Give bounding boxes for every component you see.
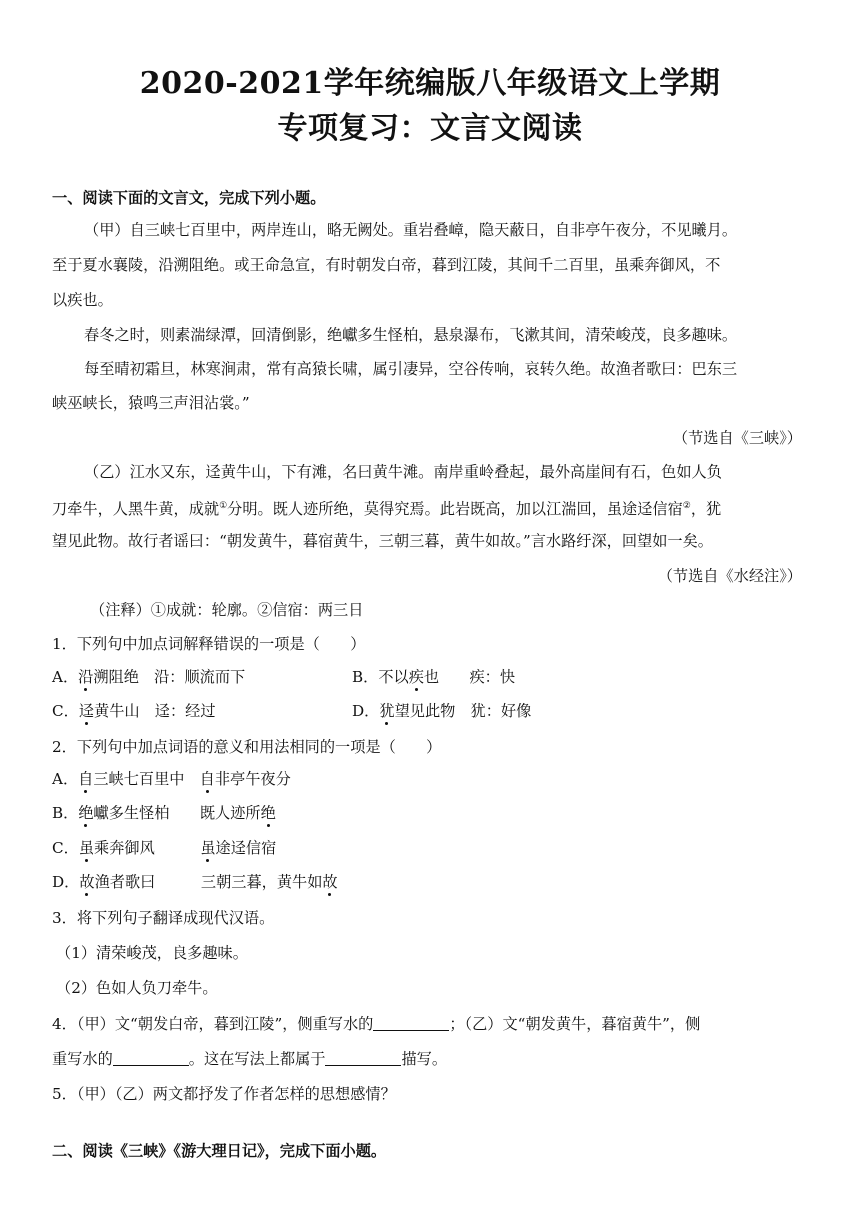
page-subtitle: 专项复习：文言文阅读 bbox=[277, 111, 583, 146]
dotted-char: 绝 bbox=[260, 804, 276, 822]
q2-option-c bbox=[52, 838, 276, 858]
dotted-char: 虽 bbox=[200, 839, 216, 857]
answer-blank[interactable] bbox=[373, 1016, 449, 1031]
footnote-mark: ① bbox=[219, 501, 228, 511]
option-text: 也 疾：快 bbox=[423, 668, 516, 686]
question-4-line bbox=[52, 1049, 447, 1069]
dotted-char: 故 bbox=[79, 873, 95, 891]
jia-source: （节选自《三峡》） bbox=[672, 429, 802, 447]
answer-blank[interactable] bbox=[325, 1051, 401, 1066]
footnote-mark: ② bbox=[682, 501, 691, 511]
option-text: 黄牛山 迳：经过 bbox=[94, 702, 216, 720]
q2-option-d bbox=[52, 872, 338, 892]
yi-paragraph-line: （乙）江水又东，迳黄牛山，下有滩，名曰黄牛滩。南岸重岭叠起，最外高崖间有石，色如人负 bbox=[84, 463, 722, 481]
option-text: 溯阻绝 沿：顺流而下 bbox=[93, 668, 246, 686]
q1-option-d bbox=[352, 701, 531, 721]
dotted-char: 迳 bbox=[78, 702, 94, 720]
dotted-char: 犹 bbox=[379, 702, 395, 720]
question-text: 描写。 bbox=[401, 1050, 447, 1068]
q3-sentence-1: （1）清荣峻茂，良多趣味。 bbox=[56, 944, 248, 962]
jia-paragraph-line: （甲）自三峡七百里中，两岸连山，略无阙处。重岩叠嶂，隐天蔽日，自非亭午夜分，不见曦月。 bbox=[84, 221, 738, 239]
dotted-char: 沿 bbox=[78, 668, 94, 686]
option-label: A． bbox=[52, 668, 79, 686]
option-label: D． bbox=[352, 702, 380, 720]
option-text: 巘多生怪柏 既人迹所 bbox=[93, 804, 261, 822]
question-3-stem: 3．将下列句子翻译成现代汉语。 bbox=[52, 909, 275, 927]
question-5: 5．（甲）（乙）两文都抒发了作者怎样的思想感情？ bbox=[52, 1085, 396, 1103]
yi-text: 分明。既人迹所绝，莫得究焉。此岩既高，加以江湍回，虽途迳信宿 bbox=[227, 500, 683, 518]
answer-blank[interactable] bbox=[113, 1051, 189, 1066]
yi-source: （节选自《水经注》） bbox=[657, 567, 802, 585]
question-1-stem: 1．下列句中加点词解释错误的一项是（ ） bbox=[52, 635, 366, 653]
option-text: 乘奔御风 bbox=[94, 839, 201, 857]
option-text: 望见此物 犹：好像 bbox=[394, 702, 532, 720]
jia-paragraph-line: 至于夏水襄陵，沿溯阻绝。或王命急宣，有时朝发白帝，暮到江陵，其间千二百里，虽乘奔御风，不 bbox=[52, 256, 721, 274]
option-label: B． bbox=[52, 804, 79, 822]
dotted-char: 绝 bbox=[78, 804, 94, 822]
dotted-char: 自 bbox=[78, 770, 94, 788]
jia-paragraph-line: 以疾也。 bbox=[52, 291, 113, 309]
option-text: 非亭午夜分 bbox=[214, 770, 291, 788]
option-label: C． bbox=[52, 839, 79, 857]
q1-option-a bbox=[52, 667, 245, 687]
question-text: ；（乙）文“朝发黄牛，暮宿黄牛”，侧 bbox=[449, 1015, 701, 1033]
annotation-note: （注释）①成就：轮廓。②信宿：两三日 bbox=[90, 601, 364, 619]
yi-text: ，犹 bbox=[690, 500, 722, 518]
dotted-char: 虽 bbox=[78, 839, 94, 857]
yi-paragraph-line: 望见此物。故行者谣曰：“朝发黄牛，暮宿黄牛，三朝三暮，黄牛如故。”言水路纡深，回望如一矣。 bbox=[52, 532, 713, 550]
page-title: 2020-2021学年统编版八年级语文上学期 bbox=[139, 66, 721, 101]
q2-option-b bbox=[52, 803, 276, 823]
q1-option-c bbox=[52, 701, 216, 721]
section2-heading: 二、阅读《三峡》《游大理日记》，完成下面小题。 bbox=[52, 1142, 387, 1160]
option-label: B．不以 bbox=[352, 668, 409, 686]
q2-option-a bbox=[52, 769, 291, 789]
option-label: C． bbox=[52, 702, 79, 720]
question-text: 重写水的 bbox=[52, 1050, 113, 1068]
option-text: 三峡七百里中 bbox=[93, 770, 200, 788]
dotted-char: 自 bbox=[199, 770, 215, 788]
dotted-char: 疾 bbox=[408, 668, 424, 686]
jia-paragraph-line: 峡巫峡长，猿鸣三声泪沾裳。” bbox=[52, 394, 250, 412]
option-text: 渔者歌曰 三朝三暮，黄牛如 bbox=[94, 873, 323, 891]
dotted-char: 故 bbox=[322, 873, 338, 891]
yi-paragraph-line bbox=[52, 496, 721, 519]
question-4-line bbox=[52, 1014, 700, 1034]
question-text: 。这在写法上都属于 bbox=[188, 1050, 326, 1068]
jia-paragraph-line: 春冬之时，则素湍绿潭，回清倒影，绝巘多生怪柏，悬泉瀑布，飞漱其间，清荣峻茂，良多趣味。 bbox=[84, 326, 738, 344]
option-label: A． bbox=[52, 770, 79, 788]
question-text: 4．（甲）文“朝发白帝，暮到江陵”，侧重写水的 bbox=[52, 1015, 374, 1033]
jia-paragraph-line: 每至晴初霜旦，林寒涧肃，常有高猿长啸，属引凄异，空谷传响，哀转久绝。故渔者歌曰：巴东三 bbox=[84, 360, 738, 378]
q3-sentence-2: （2）色如人负刀牵牛。 bbox=[56, 979, 218, 997]
question-2-stem: 2．下列句中加点词语的意义和用法相同的一项是（ ） bbox=[52, 738, 442, 756]
q1-option-b bbox=[352, 667, 515, 687]
option-label: D． bbox=[52, 873, 80, 891]
section1-heading: 一、阅读下面的文言文，完成下列小题。 bbox=[52, 189, 326, 207]
option-text: 途迳信宿 bbox=[215, 839, 277, 857]
yi-text: 刀牵牛，人黑牛黄，成就 bbox=[52, 500, 220, 518]
